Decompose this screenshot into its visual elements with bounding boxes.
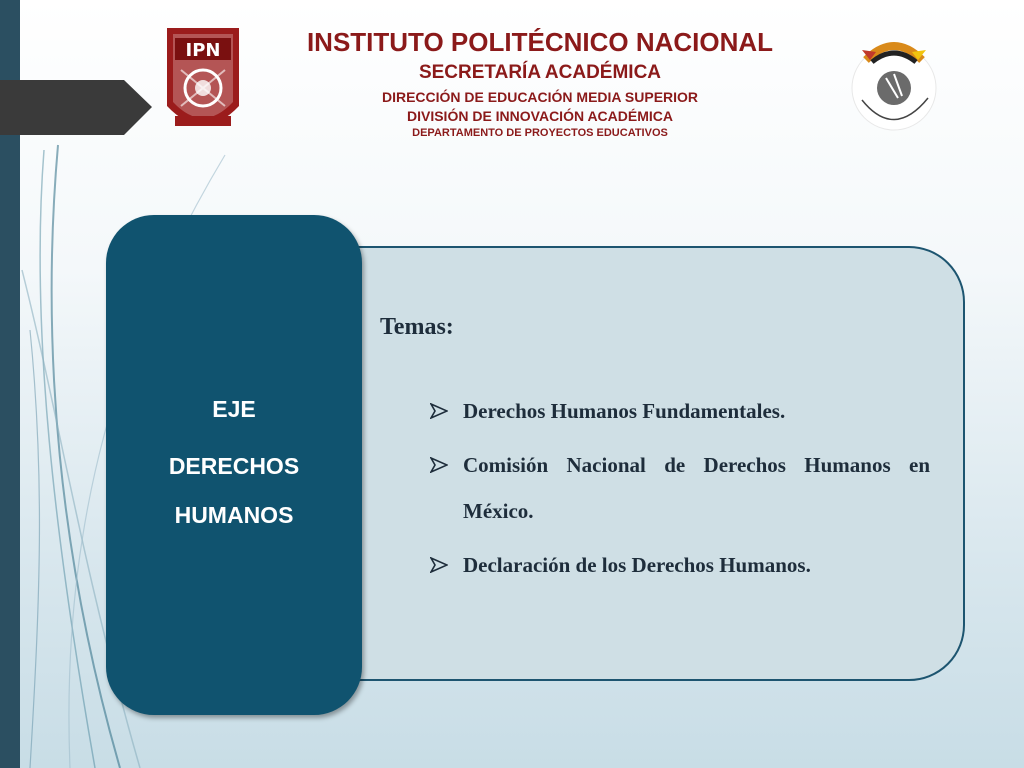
axis-card bbox=[106, 215, 362, 715]
topic-text: Derechos Humanos Fundamentales. bbox=[463, 399, 786, 423]
arrow-tab bbox=[0, 80, 152, 135]
list-item bbox=[430, 442, 930, 534]
division-name: DIVISIÓN DE INNOVACIÓN ACADÉMICA bbox=[406, 108, 673, 124]
axis-title-line-2: HUMANOS bbox=[174, 502, 294, 528]
arrow-bullet-icon bbox=[430, 457, 448, 473]
arrow-bullet-icon bbox=[430, 557, 448, 573]
svg-text:IPN: IPN bbox=[185, 40, 221, 61]
institution-name: INSTITUTO POLITÉCNICO NACIONAL bbox=[306, 27, 774, 57]
topic-text: Declaración de los Derechos Humanos. bbox=[463, 553, 811, 577]
topics-title: Temas: bbox=[380, 314, 454, 340]
axis-label: EJE bbox=[212, 396, 256, 422]
list-item bbox=[430, 542, 930, 588]
dems-logo bbox=[836, 30, 952, 142]
direction-name: DIRECCIÓN DE EDUCACIÓN MEDIA SUPERIOR bbox=[381, 89, 699, 105]
topic-text: Comisión Nacional de Derechos Humanos en México. bbox=[463, 453, 930, 523]
department-name: DEPARTAMENTO DE PROYECTOS EDUCATIVOS bbox=[412, 127, 668, 139]
ipn-logo bbox=[163, 18, 243, 144]
axis-title-line-1: DERECHOS bbox=[168, 453, 300, 479]
arrow-bullet-icon bbox=[430, 403, 448, 419]
secretariat-name: SECRETARÍA ACADÉMICA bbox=[418, 62, 662, 83]
topics-list bbox=[430, 388, 930, 596]
list-item bbox=[430, 388, 930, 434]
